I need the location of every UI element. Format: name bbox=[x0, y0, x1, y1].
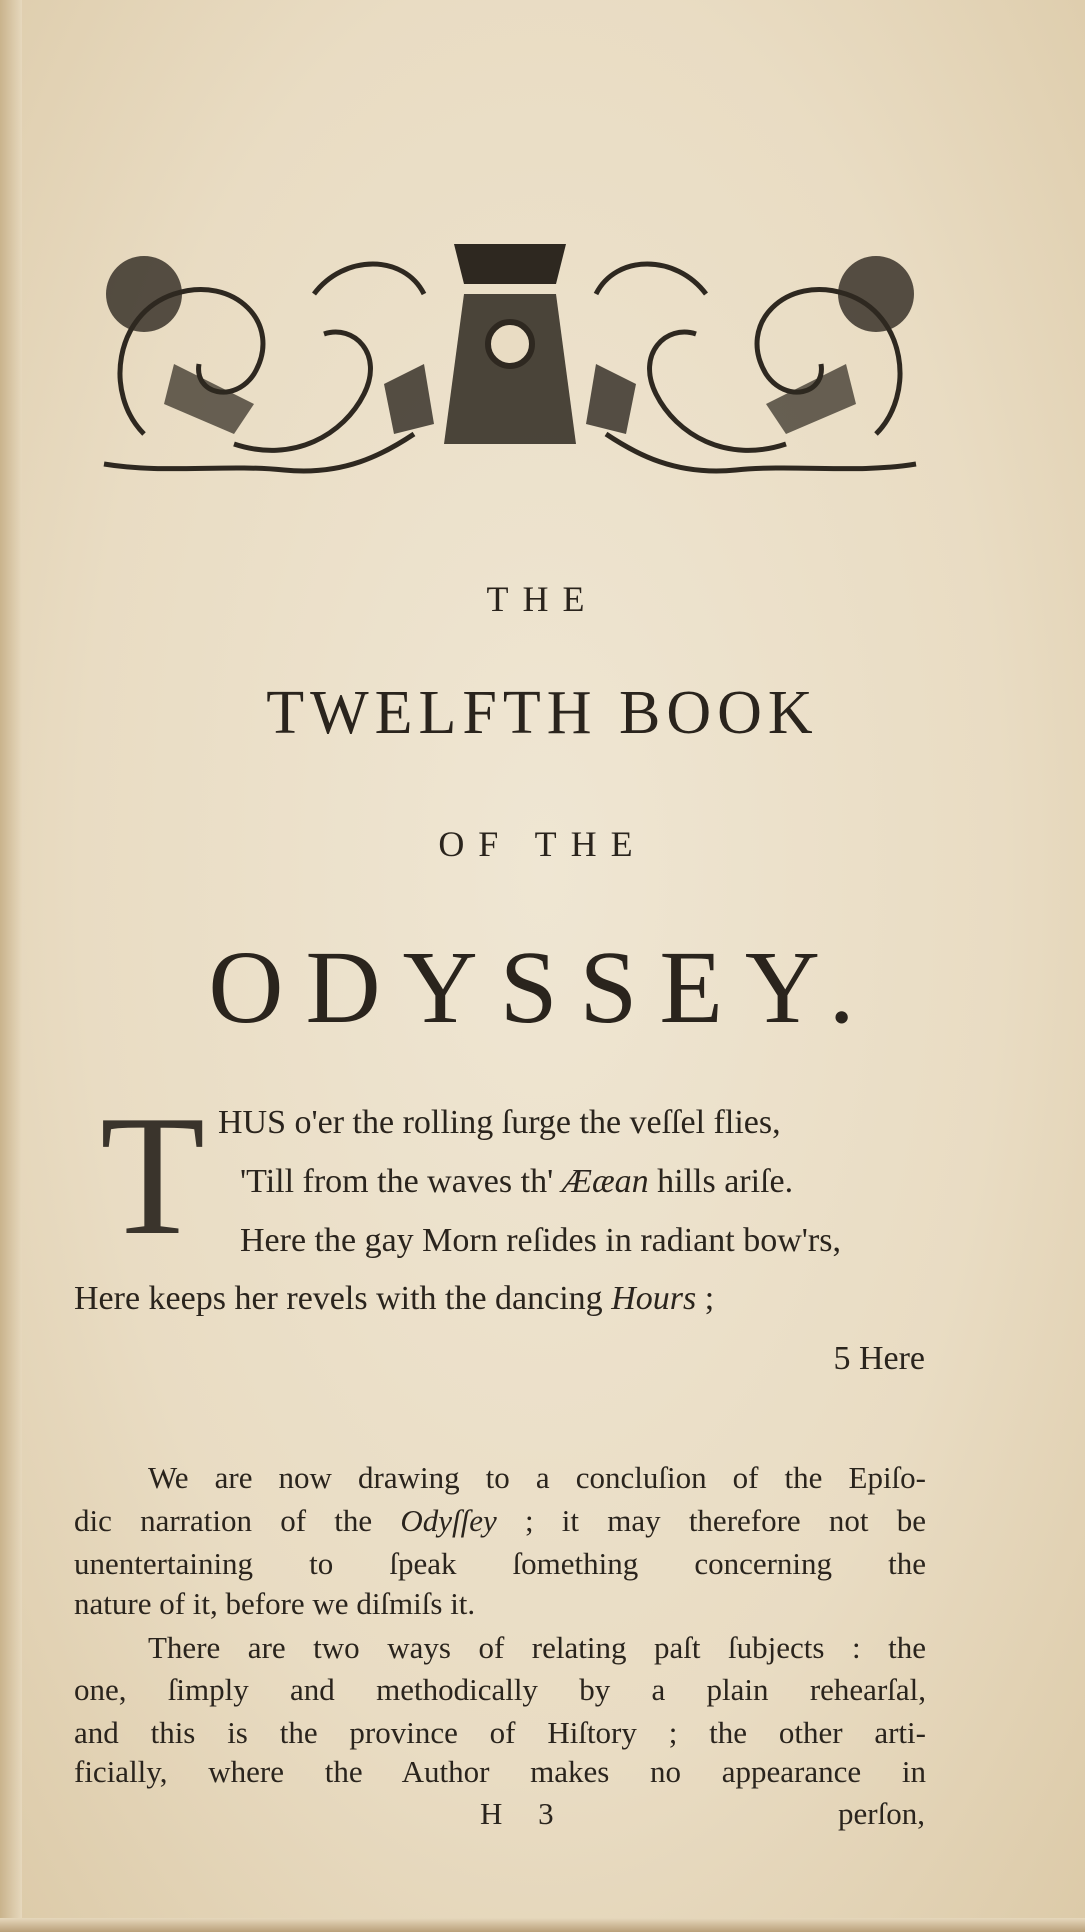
commentary-text: unentertaining to ſpeak ſomething concerning the bbox=[74, 1546, 926, 1581]
commentary-line bbox=[74, 1754, 926, 1790]
verse-text: HUS o'er the rolling ſurge the veſſel flies, bbox=[218, 1104, 781, 1141]
commentary-text: There are two ways of relating paſt ſubjects : the bbox=[148, 1630, 926, 1665]
commentary-text: ; it may therefore not be bbox=[496, 1503, 926, 1538]
commentary-line bbox=[74, 1503, 926, 1539]
title-of-the: OF THE bbox=[438, 824, 647, 864]
verse-line-4 bbox=[74, 1280, 714, 1318]
commentary-text: nature of it, before we diſmiſs it. bbox=[74, 1586, 476, 1621]
verse-line-2 bbox=[240, 1163, 793, 1201]
verse-italic: Hours bbox=[611, 1280, 697, 1317]
verse-text: ; bbox=[696, 1280, 715, 1317]
commentary-text: dic narration of the bbox=[74, 1503, 401, 1538]
headpiece-ornament bbox=[84, 234, 936, 482]
footer-catchword: perſon, bbox=[838, 1796, 925, 1831]
verse-text: Here keeps her revels with the dancing bbox=[74, 1280, 612, 1317]
title-the: THE bbox=[486, 579, 599, 619]
commentary-text: and this is the province of Hiſtory ; the other arti- bbox=[74, 1715, 926, 1750]
commentary-line bbox=[74, 1460, 926, 1496]
commentary-text: ficially, where the Author makes no appearance in bbox=[74, 1754, 926, 1789]
signature-mark: H 3 bbox=[480, 1796, 568, 1831]
commentary-line bbox=[74, 1586, 926, 1622]
verse-catchword bbox=[833, 1340, 925, 1378]
verse-text: 'Till from the waves th' bbox=[240, 1163, 562, 1200]
commentary-text: one, ſimply and methodically by a plain rehearſal, bbox=[74, 1672, 926, 1707]
drop-cap: T bbox=[100, 1081, 206, 1271]
line-number: 5 bbox=[833, 1340, 851, 1377]
commentary-line bbox=[74, 1715, 926, 1751]
title-twelfth-book: TWELFTH BOOK bbox=[266, 679, 819, 747]
title-odyssey: ODYSSEY. bbox=[208, 930, 877, 1045]
verse-text: Here the gay Morn reſides in radiant bow'rs, bbox=[240, 1222, 841, 1259]
catchword: Here bbox=[858, 1340, 925, 1377]
commentary-line bbox=[74, 1546, 926, 1582]
verse-text: hills ariſe. bbox=[648, 1163, 794, 1200]
commentary-line bbox=[74, 1672, 926, 1708]
verse-line-3 bbox=[240, 1222, 841, 1260]
commentary-text: We are now drawing to a concluſion of the Epiſo- bbox=[148, 1460, 926, 1495]
commentary-line bbox=[74, 1630, 926, 1666]
commentary-italic: Odyſſey bbox=[400, 1503, 497, 1538]
verse-italic: Ææan bbox=[561, 1163, 649, 1200]
page-bottom-edge bbox=[0, 1918, 1085, 1932]
verse-line-1 bbox=[218, 1104, 781, 1142]
